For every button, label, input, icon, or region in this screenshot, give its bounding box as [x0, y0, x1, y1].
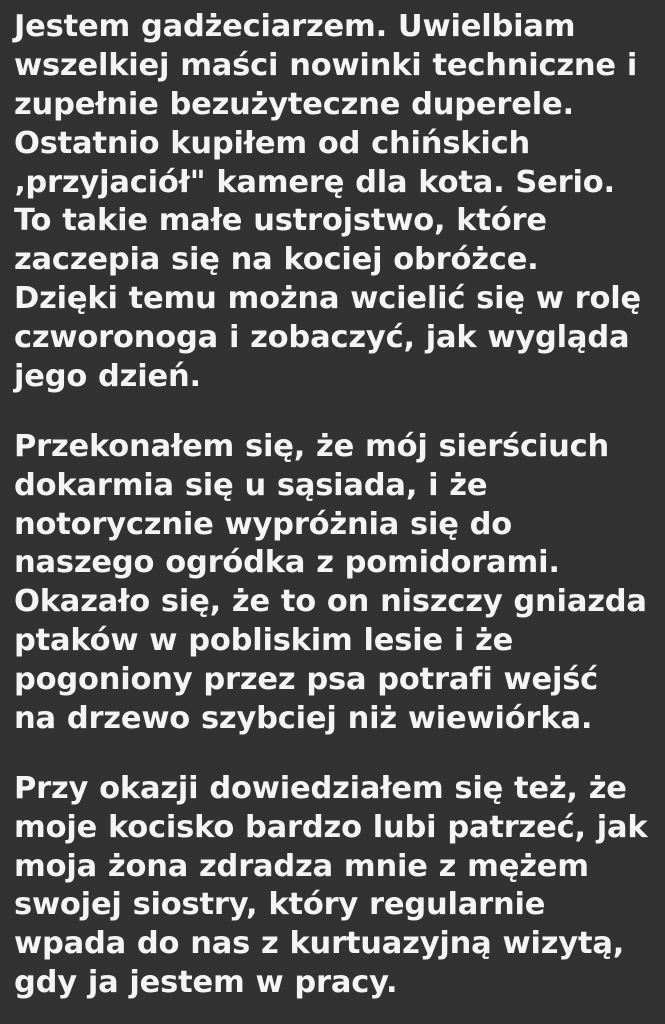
paragraph-2: Przekonałem się, że mój sierściuch dokarmia się u sąsiada, i że notorycznie wypróżnia się do naszego ogródka z pomidorami. Okazało się, że to on niszczy gniazda ptaków w pobliskim lesie i że pogoniony przez psa potrafi wejść na drzewo szybciej niż wiewiórka. — [14, 428, 647, 736]
paragraph-3: Przy okazji dowiedziałem się też, że moje kocisko bardzo lubi patrzeć, jak moja żona zdradza mnie z mężem swojej siostry, który regularnie wpada do nas z kurtuazyjną wizytą, gdy ja jestem w pracy. — [14, 770, 648, 1001]
post-body — [14, 8, 649, 1003]
paragraph-1: Jestem gadżeciarzem. Uwielbiam wszelkiej maści nowinki techniczne i zupełnie bezużyteczne duperele. Ostatnio kupiłem od chińskich ‚przyjaciół" kamerę dla kota. Serio. To takie małe ustrojstwo, które zaczepia się na kociej obróżce. Dzięki temu można wcielić się w rolę czworonoga i zobaczyć, jak wygląda jego dzień. — [14, 9, 641, 394]
